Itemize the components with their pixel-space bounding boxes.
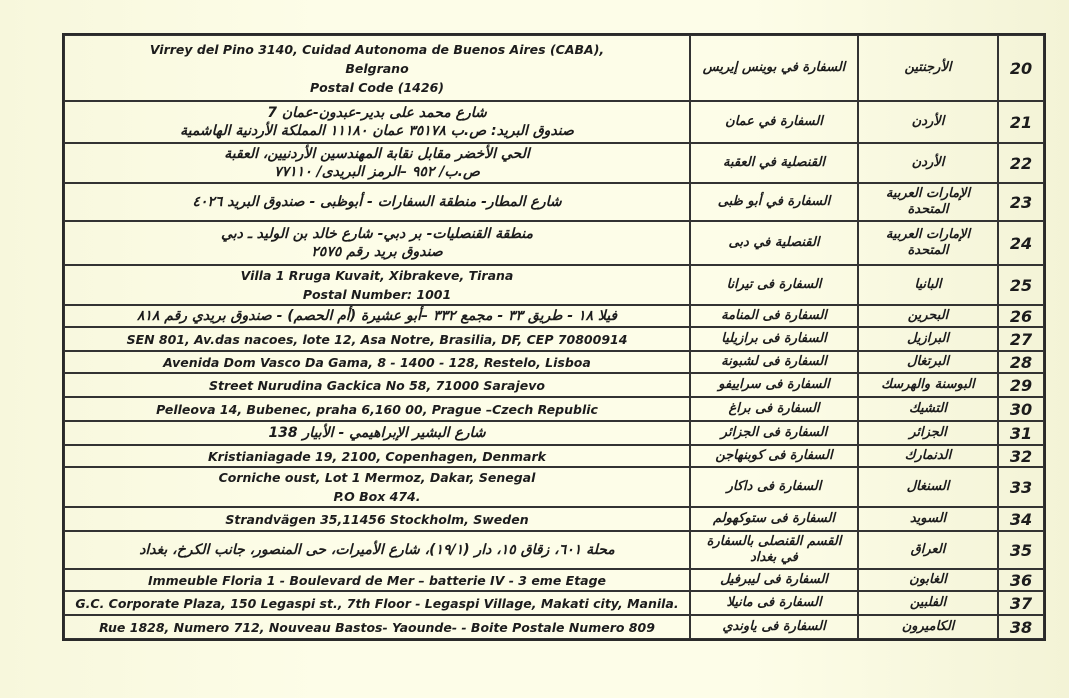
table-row (64, 531, 1044, 569)
table-row (64, 591, 1044, 615)
address-cell (64, 445, 690, 467)
row-number-cell: 26 (998, 305, 1044, 327)
address-line: Belgrano (345, 60, 409, 76)
mission-cell: القنصلية في العقبة (690, 143, 858, 183)
address-line: Rue 1828, Numero 712, Nouveau Bastos- Yaounde- - Boite Postale Numero 809 (99, 619, 655, 635)
table-row (64, 221, 1044, 265)
row-number-cell: 34 (998, 507, 1044, 531)
address-line: G.C. Corporate Plaza, 150 Legaspi st., 7th Floor - Legaspi Village, Makati city, Manila. (75, 595, 679, 611)
row-number-cell: 38 (998, 615, 1044, 639)
mission-cell: السفارة فى الجزائر (690, 421, 858, 445)
address-line: ص.ب/ ٩٥٢ –الرمز البريدى/ ٧٧١١٠ (274, 164, 480, 180)
address-cell (64, 327, 690, 351)
mission-cell: السفارة فى مانيلا (690, 591, 858, 615)
address-cell (64, 531, 690, 569)
address-line: Avenida Dom Vasco Da Gama, 8 - 1400 - 128, Restelo, Lisboa (163, 354, 591, 370)
row-number-cell: 27 (998, 327, 1044, 351)
country-cell: البرازيل (858, 327, 998, 351)
country-cell: الأردن (858, 143, 998, 183)
country-cell: الإمارات العربية المتحدة (858, 183, 998, 221)
address-line: محلة ٦٠١، زقاق ١٥، دار (١٩/١)، شارع الأميرات، حى المنصور، جانب الكرخ، بغداد (139, 542, 615, 558)
address-cell (64, 615, 690, 639)
table-row (64, 183, 1044, 221)
table-row (64, 327, 1044, 351)
row-number-cell: 31 (998, 421, 1044, 445)
address-cell (64, 591, 690, 615)
address-line: Street Nurudina Gackica No 58, 71000 Sarajevo (209, 377, 545, 393)
address-line: شارع المطار- منطقة السفارات - أبوظبى - صندوق البريد ٤٠٢٦ (192, 194, 562, 210)
country-cell: الجزائر (858, 421, 998, 445)
row-number-cell: 21 (998, 101, 1044, 143)
row-number-cell: 30 (998, 397, 1044, 421)
country-cell: البوسنة والهرسك (858, 373, 998, 397)
address-line: Corniche oust, Lot 1 Mermoz, Dakar, Senegal (218, 470, 536, 485)
address-line: فيلا ١٨ - طريق ٣٣ - مجمع ٣٣٢ –أبو عشيرة (أم الحصم) - صندوق بريدي رقم ٨١٨ (136, 308, 618, 324)
row-number-cell: 36 (998, 569, 1044, 591)
mission-cell: السفارة في أبو ظبى (690, 183, 858, 221)
country-cell: البحرين (858, 305, 998, 327)
address-cell (64, 221, 690, 265)
country-cell: الأرجنتين (858, 35, 998, 101)
table-row (64, 351, 1044, 373)
row-number-cell: 37 (998, 591, 1044, 615)
address-cell (64, 35, 690, 101)
country-cell: الدنمارك (858, 445, 998, 467)
mission-cell: السفارة في بوينس إيريس (690, 35, 858, 101)
address-cell (64, 397, 690, 421)
country-cell: الأردن (858, 101, 998, 143)
table-row (64, 507, 1044, 531)
table-row (64, 35, 1044, 101)
mission-cell: السفارة فى لشبونة (690, 351, 858, 373)
mission-cell: السفارة فى تيرانا (690, 265, 858, 305)
row-number-cell: 25 (998, 265, 1044, 305)
row-number-cell: 35 (998, 531, 1044, 569)
address-cell (64, 143, 690, 183)
mission-cell: السفارة فى داكار (690, 467, 858, 507)
row-number-cell: 33 (998, 467, 1044, 507)
country-cell: الإمارات العربية المتحدة (858, 221, 998, 265)
address-line: صندوق البريد: ص.ب ٣٥١٧٨ عمان ١١١٨٠ المملكة الأردنية الهاشمية (180, 123, 574, 139)
address-line: شارع البشير الإبراهيمي - الأبيار 138 (268, 425, 486, 441)
address-cell (64, 265, 690, 305)
row-number-cell: 22 (998, 143, 1044, 183)
country-cell: العراق (858, 531, 998, 569)
table-row (64, 101, 1044, 143)
address-cell (64, 373, 690, 397)
row-number-cell: 24 (998, 221, 1044, 265)
address-line: Immeuble Floria 1 - Boulevard de Mer – batterie IV - 3 eme Etage (147, 572, 607, 588)
mission-cell: السفارة فى ليبرفيل (690, 569, 858, 591)
row-number-cell: 23 (998, 183, 1044, 221)
address-cell (64, 507, 690, 531)
table-row (64, 397, 1044, 421)
mission-cell: القنصلية في دبى (690, 221, 858, 265)
row-number-cell: 28 (998, 351, 1044, 373)
row-number-cell: 29 (998, 373, 1044, 397)
address-line: شارع محمد على بدير-عبدون-عمان 7 (267, 105, 487, 121)
country-cell: البانيا (858, 265, 998, 305)
address-line: Villa 1 Rruga Kuvait, Xibrakeve, Tirana (240, 268, 514, 283)
table-row (64, 143, 1044, 183)
address-line: Postal Code (1426) (310, 79, 444, 95)
country-cell: التشيك (858, 397, 998, 421)
address-line: الحي الأخضر مقابل نقابة المهندسين الأردنيين، العقبة (224, 146, 530, 162)
address-cell (64, 421, 690, 445)
address-cell (64, 467, 690, 507)
embassies-table-body (64, 35, 1044, 639)
table-row (64, 373, 1044, 397)
address-line: Virrey del Pino 3140, Cuidad Autonoma de Buenos Aires (CABA), (149, 41, 605, 57)
address-line: Postal Number: 1001 (302, 287, 452, 302)
mission-cell: السفارة فى سراييفو (690, 373, 858, 397)
address-line: P.O Box 474. (333, 489, 421, 504)
address-cell (64, 101, 690, 143)
row-number-cell: 32 (998, 445, 1044, 467)
address-cell (64, 305, 690, 327)
mission-cell: السفارة فى ستوكهولم (690, 507, 858, 531)
embassies-table (62, 33, 1046, 641)
mission-cell: السفارة فى كوبنهاجن (690, 445, 858, 467)
address-line: صندوق بريد رقم ٢٥٧٥ (311, 244, 443, 260)
address-line: منطقة القنصليات- بر دبي- شارع خالد بن الوليد ـ دبي (221, 226, 533, 242)
address-line: Strandvägen 35,11456 Stockholm, Sweden (225, 511, 529, 527)
mission-cell: السفارة فى المنامة (690, 305, 858, 327)
table-row (64, 615, 1044, 639)
address-line: Kristianiagade 19, 2100, Copenhagen, Denmark (208, 448, 546, 464)
table-row (64, 421, 1044, 445)
mission-cell: السفارة في عمان (690, 101, 858, 143)
address-cell (64, 351, 690, 373)
mission-cell: السفارة فى براغ (690, 397, 858, 421)
country-cell: السويد (858, 507, 998, 531)
country-cell: السنغال (858, 467, 998, 507)
country-cell: الفلبين (858, 591, 998, 615)
address-cell (64, 183, 690, 221)
table-row (64, 467, 1044, 507)
mission-cell: السفارة فى ياوندي (690, 615, 858, 639)
table-row (64, 445, 1044, 467)
country-cell: الكاميرون (858, 615, 998, 639)
address-line: SEN 801, Av.das nacoes, lote 12, Asa Notre, Brasilia, DF, CEP 70800914 (126, 331, 628, 347)
table-row (64, 265, 1044, 305)
table-row (64, 305, 1044, 327)
row-number-cell: 20 (998, 35, 1044, 101)
mission-cell: القسم القنصلى بالسفارة في بغداد (690, 531, 858, 569)
table-row (64, 569, 1044, 591)
address-cell (64, 569, 690, 591)
country-cell: الغابون (858, 569, 998, 591)
country-cell: البرتغال (858, 351, 998, 373)
mission-cell: السفارة فى برازيليا (690, 327, 858, 351)
address-line: Pelleova 14, Bubenec, praha 6,160 00, Prague –Czech Republic (156, 401, 598, 417)
